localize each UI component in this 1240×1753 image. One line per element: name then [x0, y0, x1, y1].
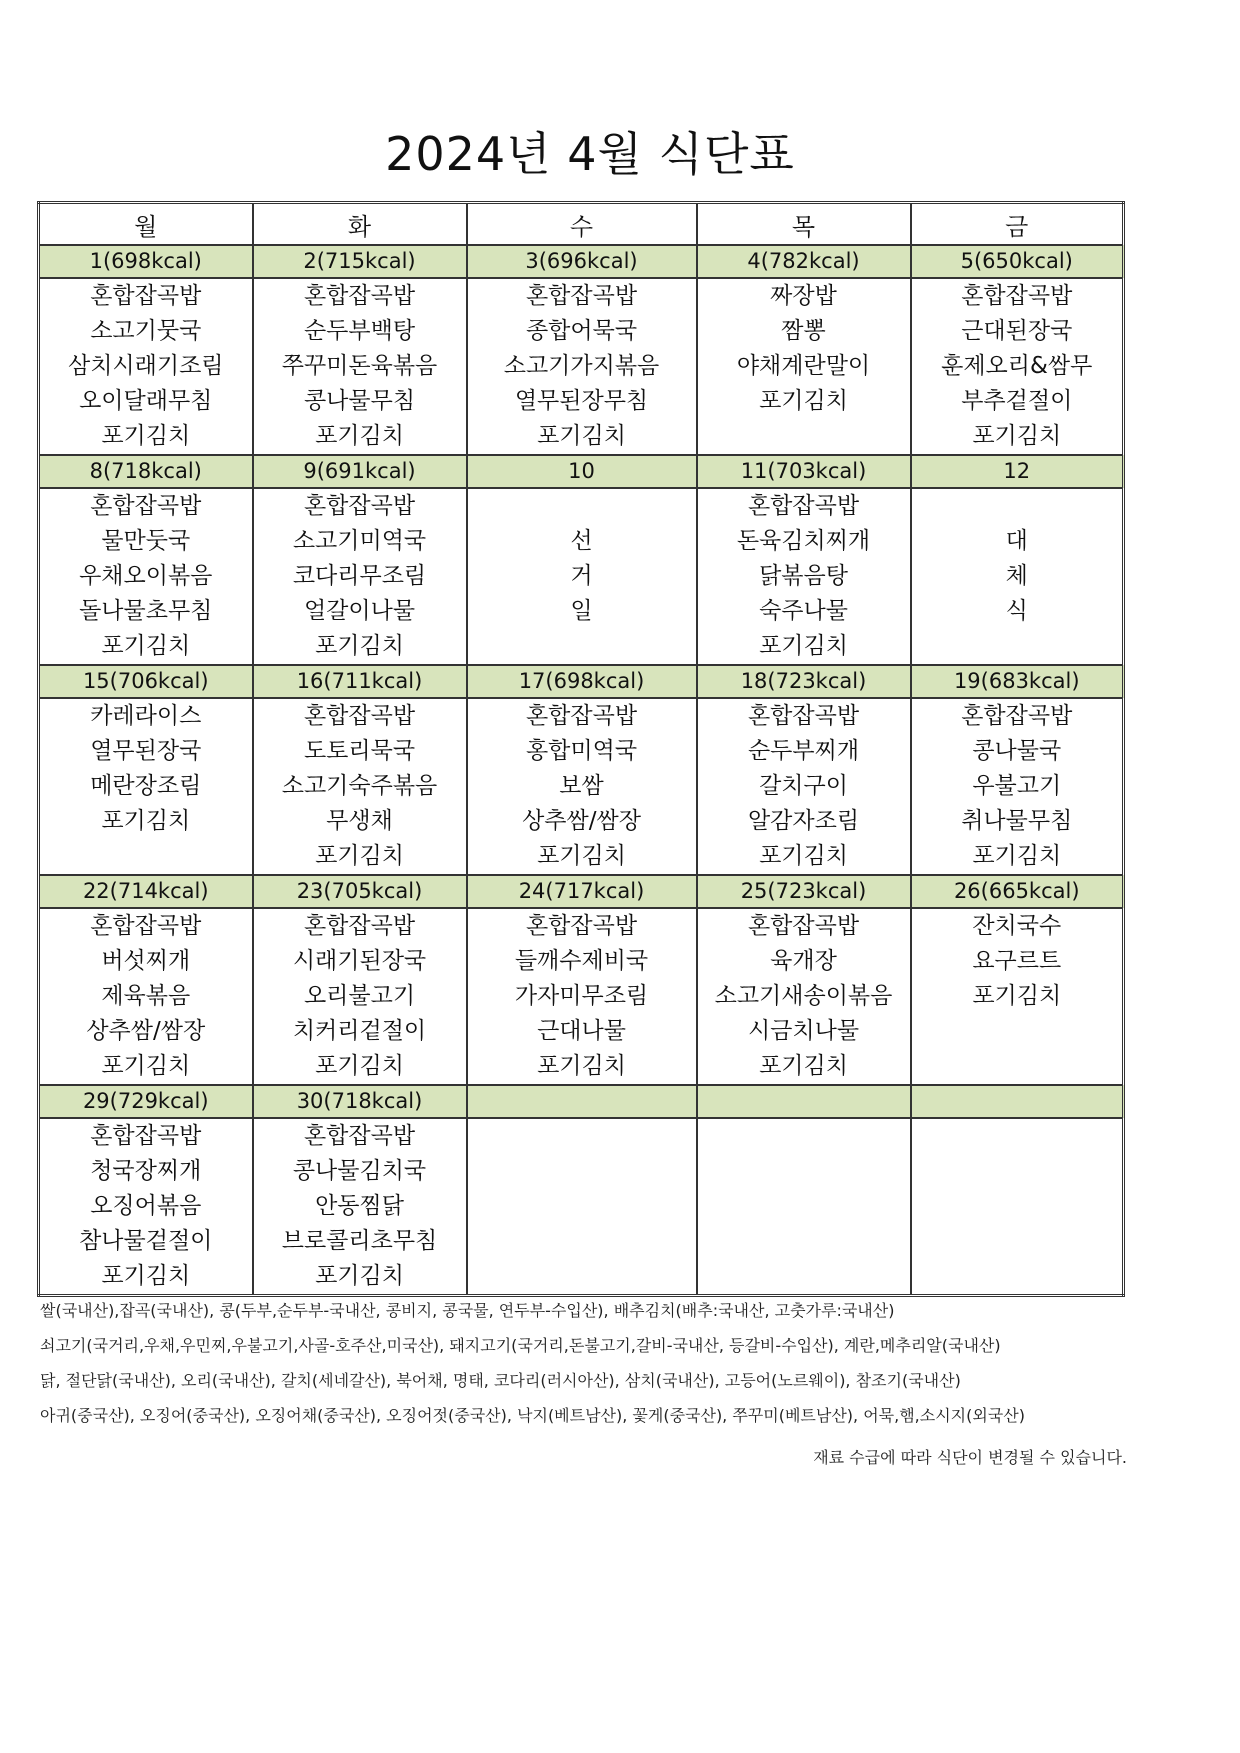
origin-note: 쇠고기(국거리,우채,우민찌,우불고기,사골-호주산,미국산), 돼지고기(국거리,돈불고기,갈비-국내산, 등갈비-수입산), 계란,메추리알(국내산)	[40, 1336, 1001, 1355]
menu-table	[37, 201, 1125, 1297]
menu-item	[912, 489, 1123, 524]
menu-item: 제육볶음	[101, 983, 191, 1009]
menu-item: 대	[1005, 528, 1028, 554]
menu-item: 혼합잡곡밥	[525, 703, 638, 729]
menu-cell	[697, 698, 911, 875]
origin-note: 닭, 절단닭(국내산), 오리(국내산), 갈치(세네갈산), 북어채, 명태, 코다리(러시아산), 삼치(국내산), 고등어(노르웨이), 참조기(국내산)	[40, 1371, 961, 1390]
menu-item: 소고기새송이볶음	[714, 983, 893, 1009]
menu-item: 근대나물	[537, 1018, 626, 1044]
menu-item: 포기김치	[759, 1053, 848, 1079]
menu-item: 가자미무조림	[514, 983, 649, 1009]
menu-item: 혼합잡곡밥	[303, 1123, 416, 1149]
date-cell: 25(723kcal)	[697, 875, 911, 908]
menu-cell	[467, 1118, 697, 1296]
menu-list	[912, 489, 1123, 629]
menu-item: 혼합잡곡밥	[961, 703, 1073, 729]
menu-item: 포기김치	[101, 808, 191, 834]
date-cell: 16(711kcal)	[253, 665, 467, 698]
menu-list	[254, 909, 466, 1084]
menu-item: 혼합잡곡밥	[303, 493, 416, 519]
disclaimer: 재료 수급에 따라 식단이 변경될 수 있습니다.	[813, 1448, 1127, 1467]
menu-item: 콩나물김치국	[292, 1158, 427, 1184]
menu-list	[40, 699, 252, 839]
menu-cell	[697, 908, 911, 1085]
menu-item: 도토리묵국	[303, 738, 416, 764]
menu-item: 돈육김치찌개	[736, 528, 871, 554]
date-cell: 18(723kcal)	[697, 665, 911, 698]
menu-list	[468, 699, 696, 874]
menu-item: 오징어볶음	[90, 1193, 202, 1219]
menu-list	[698, 489, 910, 664]
menu-item: 육개장	[770, 948, 837, 974]
menu-item: 혼합잡곡밥	[90, 1123, 202, 1149]
menu-item: 참나물겉절이	[79, 1228, 213, 1254]
menu-item: 혼합잡곡밥	[747, 913, 860, 939]
menu-list	[40, 279, 252, 454]
menu-item: 선	[570, 528, 593, 554]
date-cell: 1(698kcal)	[39, 245, 253, 278]
date-row	[39, 245, 1124, 278]
menu-list	[698, 699, 910, 874]
menu-item: 소고기미역국	[292, 528, 427, 554]
menu-cell	[253, 488, 467, 665]
date-cell: 23(705kcal)	[253, 875, 467, 908]
menu-cell	[697, 1118, 911, 1296]
menu-cell	[467, 908, 697, 1085]
menu-item: 시금치나물	[747, 1018, 860, 1044]
menu-cell	[911, 488, 1124, 665]
menu-item: 콩나물국	[972, 738, 1062, 764]
weekday-header: 월	[39, 203, 253, 246]
weekday-header: 화	[253, 203, 467, 246]
menu-item: 혼합잡곡밥	[961, 283, 1073, 309]
menu-item: 혼합잡곡밥	[525, 913, 638, 939]
date-cell: 15(706kcal)	[39, 665, 253, 698]
menu-item: 소고기뭇국	[90, 318, 202, 344]
menu-item: 포기김치	[101, 1263, 191, 1289]
date-cell: 12	[911, 455, 1124, 488]
date-cell: 11(703kcal)	[697, 455, 911, 488]
menu-list	[468, 489, 696, 629]
menu-item: 쭈꾸미돈육볶음	[281, 353, 438, 379]
menu-item: 오리불고기	[303, 983, 416, 1009]
menu-item: 포기김치	[972, 423, 1062, 449]
menu-item: 닭볶음탕	[759, 563, 848, 589]
menu-item: 숙주나물	[759, 598, 848, 624]
menu-cell	[467, 278, 697, 455]
menu-item: 훈제오리&쌈무	[941, 353, 1093, 379]
date-cell: 19(683kcal)	[911, 665, 1124, 698]
menu-cell	[697, 278, 911, 455]
menu-item: 짬뽕	[781, 318, 826, 344]
menu-item: 포기김치	[972, 983, 1062, 1009]
date-cell: 9(691kcal)	[253, 455, 467, 488]
menu-list	[468, 279, 696, 454]
menu-list	[912, 909, 1123, 1014]
menu-item: 갈치구이	[759, 773, 848, 799]
menu-item: 혼합잡곡밥	[90, 283, 202, 309]
menu-item	[468, 489, 696, 524]
date-cell: 26(665kcal)	[911, 875, 1124, 908]
menu-cell	[253, 278, 467, 455]
menu-item: 열무된장무침	[514, 388, 649, 414]
menu-item: 버섯찌개	[101, 948, 191, 974]
menu-list	[254, 279, 466, 454]
menu-item: 체	[1005, 563, 1028, 589]
date-cell: 24(717kcal)	[467, 875, 697, 908]
origin-note: 쌀(국내산),잡곡(국내산), 콩(두부,순두부-국내산, 콩비지, 콩국물, 연두부-수입산), 배추김치(배추:국내산, 고춧가루:국내산)	[40, 1301, 895, 1320]
date-cell: 30(718kcal)	[253, 1085, 467, 1118]
menu-item: 식	[1005, 598, 1028, 624]
menu-row	[39, 488, 1124, 665]
menu-item: 일	[570, 598, 593, 624]
menu-item: 종합어묵국	[525, 318, 638, 344]
menu-item: 취나물무침	[961, 808, 1073, 834]
menu-item: 포기김치	[537, 423, 626, 449]
date-cell	[697, 1085, 911, 1118]
menu-item: 혼합잡곡밥	[747, 703, 860, 729]
menu-item: 혼합잡곡밥	[90, 493, 202, 519]
menu-row	[39, 908, 1124, 1085]
menu-item: 안동찜닭	[315, 1193, 404, 1219]
date-cell	[911, 1085, 1124, 1118]
menu-item: 메란장조림	[90, 773, 202, 799]
menu-item: 무생채	[326, 808, 393, 834]
menu-cell	[911, 1118, 1124, 1296]
date-cell: 22(714kcal)	[39, 875, 253, 908]
date-row	[39, 665, 1124, 698]
date-cell	[467, 1085, 697, 1118]
menu-cell	[911, 698, 1124, 875]
menu-item: 포기김치	[759, 633, 848, 659]
menu-list	[40, 1119, 252, 1294]
origin-notes	[40, 1293, 1130, 1433]
date-cell: 17(698kcal)	[467, 665, 697, 698]
menu-item: 포기김치	[315, 633, 404, 659]
date-cell: 5(650kcal)	[911, 245, 1124, 278]
page-title: 2024년 4월 식단표	[385, 127, 795, 181]
menu-list	[40, 909, 252, 1084]
menu-item: 요구르트	[972, 948, 1062, 974]
menu-row	[39, 1118, 1124, 1296]
menu-cell	[911, 278, 1124, 455]
menu-item: 얼갈이나물	[303, 598, 416, 624]
menu-cell	[467, 698, 697, 875]
menu-item: 치커리겉절이	[292, 1018, 427, 1044]
date-row	[39, 875, 1124, 908]
date-cell: 8(718kcal)	[39, 455, 253, 488]
menu-item: 오이달래무침	[79, 388, 213, 414]
menu-list	[912, 699, 1123, 874]
menu-item: 혼합잡곡밥	[303, 283, 416, 309]
menu-item: 알감자조림	[747, 808, 860, 834]
menu-item: 콩나물무침	[303, 388, 416, 414]
menu-item: 소고기가지볶음	[503, 353, 660, 379]
menu-item: 부추겉절이	[961, 388, 1073, 414]
menu-item: 혼합잡곡밥	[90, 913, 202, 939]
menu-item: 물만둣국	[101, 528, 191, 554]
date-cell: 2(715kcal)	[253, 245, 467, 278]
menu-item: 혼합잡곡밥	[303, 913, 416, 939]
menu-cell	[253, 908, 467, 1085]
menu-item: 포기김치	[101, 1053, 191, 1079]
menu-item: 포기김치	[315, 843, 404, 869]
weekday-header-row	[39, 203, 1124, 246]
menu-item: 포기김치	[315, 423, 404, 449]
menu-item: 포기김치	[759, 843, 848, 869]
date-cell: 29(729kcal)	[39, 1085, 253, 1118]
date-cell: 10	[467, 455, 697, 488]
menu-cell	[253, 698, 467, 875]
menu-cell	[39, 698, 253, 875]
menu-item: 순두부찌개	[747, 738, 860, 764]
menu-cell	[467, 488, 697, 665]
weekday-header: 목	[697, 203, 911, 246]
menu-item: 코다리무조림	[292, 563, 427, 589]
menu-item: 혼합잡곡밥	[303, 703, 416, 729]
menu-item: 혼합잡곡밥	[525, 283, 638, 309]
menu-item: 홍합미역국	[525, 738, 638, 764]
menu-cell	[39, 908, 253, 1085]
menu-item: 포기김치	[101, 423, 191, 449]
menu-item: 포기김치	[537, 843, 626, 869]
menu-item: 우불고기	[972, 773, 1062, 799]
menu-list	[468, 909, 696, 1084]
menu-cell	[697, 488, 911, 665]
menu-item: 시래기된장국	[292, 948, 427, 974]
menu-cell	[39, 488, 253, 665]
menu-item: 짜장밥	[770, 283, 837, 309]
menu-list	[698, 279, 910, 419]
menu-item: 우채오이볶음	[79, 563, 213, 589]
menu-list	[698, 909, 910, 1084]
menu-item: 포기김치	[315, 1053, 404, 1079]
menu-list	[912, 279, 1123, 454]
menu-cell	[39, 278, 253, 455]
menu-item: 열무된장국	[90, 738, 202, 764]
date-cell: 4(782kcal)	[697, 245, 911, 278]
menu-item: 카레라이스	[90, 703, 202, 729]
menu-item: 잔치국수	[972, 913, 1062, 939]
menu-item: 포기김치	[759, 388, 848, 414]
menu-item: 브로콜리초무침	[281, 1228, 438, 1254]
origin-note: 아귀(중국산), 오징어(중국산), 오징어채(중국산), 오징어젓(중국산), 낙지(베트남산), 꽃게(중국산), 쭈꾸미(베트남산), 어묵,햄,소시지(외국산)	[40, 1406, 1025, 1425]
menu-item: 상추쌈/쌈장	[86, 1018, 206, 1044]
menu-item: 포기김치	[101, 633, 191, 659]
menu-item: 돌나물초무침	[79, 598, 213, 624]
menu-list	[254, 489, 466, 664]
date-row	[39, 455, 1124, 488]
menu-item: 들깨수제비국	[514, 948, 649, 974]
weekday-header: 금	[911, 203, 1124, 246]
menu-item: 순두부백탕	[303, 318, 416, 344]
menu-item: 상추쌈/쌈장	[522, 808, 641, 834]
menu-row	[39, 698, 1124, 875]
menu-item: 포기김치	[315, 1263, 404, 1289]
date-cell: 3(696kcal)	[467, 245, 697, 278]
date-row	[39, 1085, 1124, 1118]
menu-item: 거	[570, 563, 593, 589]
menu-row	[39, 278, 1124, 455]
menu-cell	[253, 1118, 467, 1296]
weekday-header: 수	[467, 203, 697, 246]
menu-cell	[911, 908, 1124, 1085]
menu-item: 소고기숙주볶음	[281, 773, 438, 799]
menu-item: 삼치시래기조림	[67, 353, 224, 379]
menu-item: 야채계란말이	[736, 353, 871, 379]
menu-item: 보쌈	[559, 773, 604, 799]
menu-cell	[39, 1118, 253, 1296]
menu-list	[254, 699, 466, 874]
menu-list	[254, 1119, 466, 1294]
menu-item: 포기김치	[972, 843, 1062, 869]
menu-item: 혼합잡곡밥	[747, 493, 860, 519]
menu-item: 포기김치	[537, 1053, 626, 1079]
menu-item: 청국장찌개	[90, 1158, 202, 1184]
menu-item: 근대된장국	[961, 318, 1073, 344]
menu-list	[40, 489, 252, 664]
